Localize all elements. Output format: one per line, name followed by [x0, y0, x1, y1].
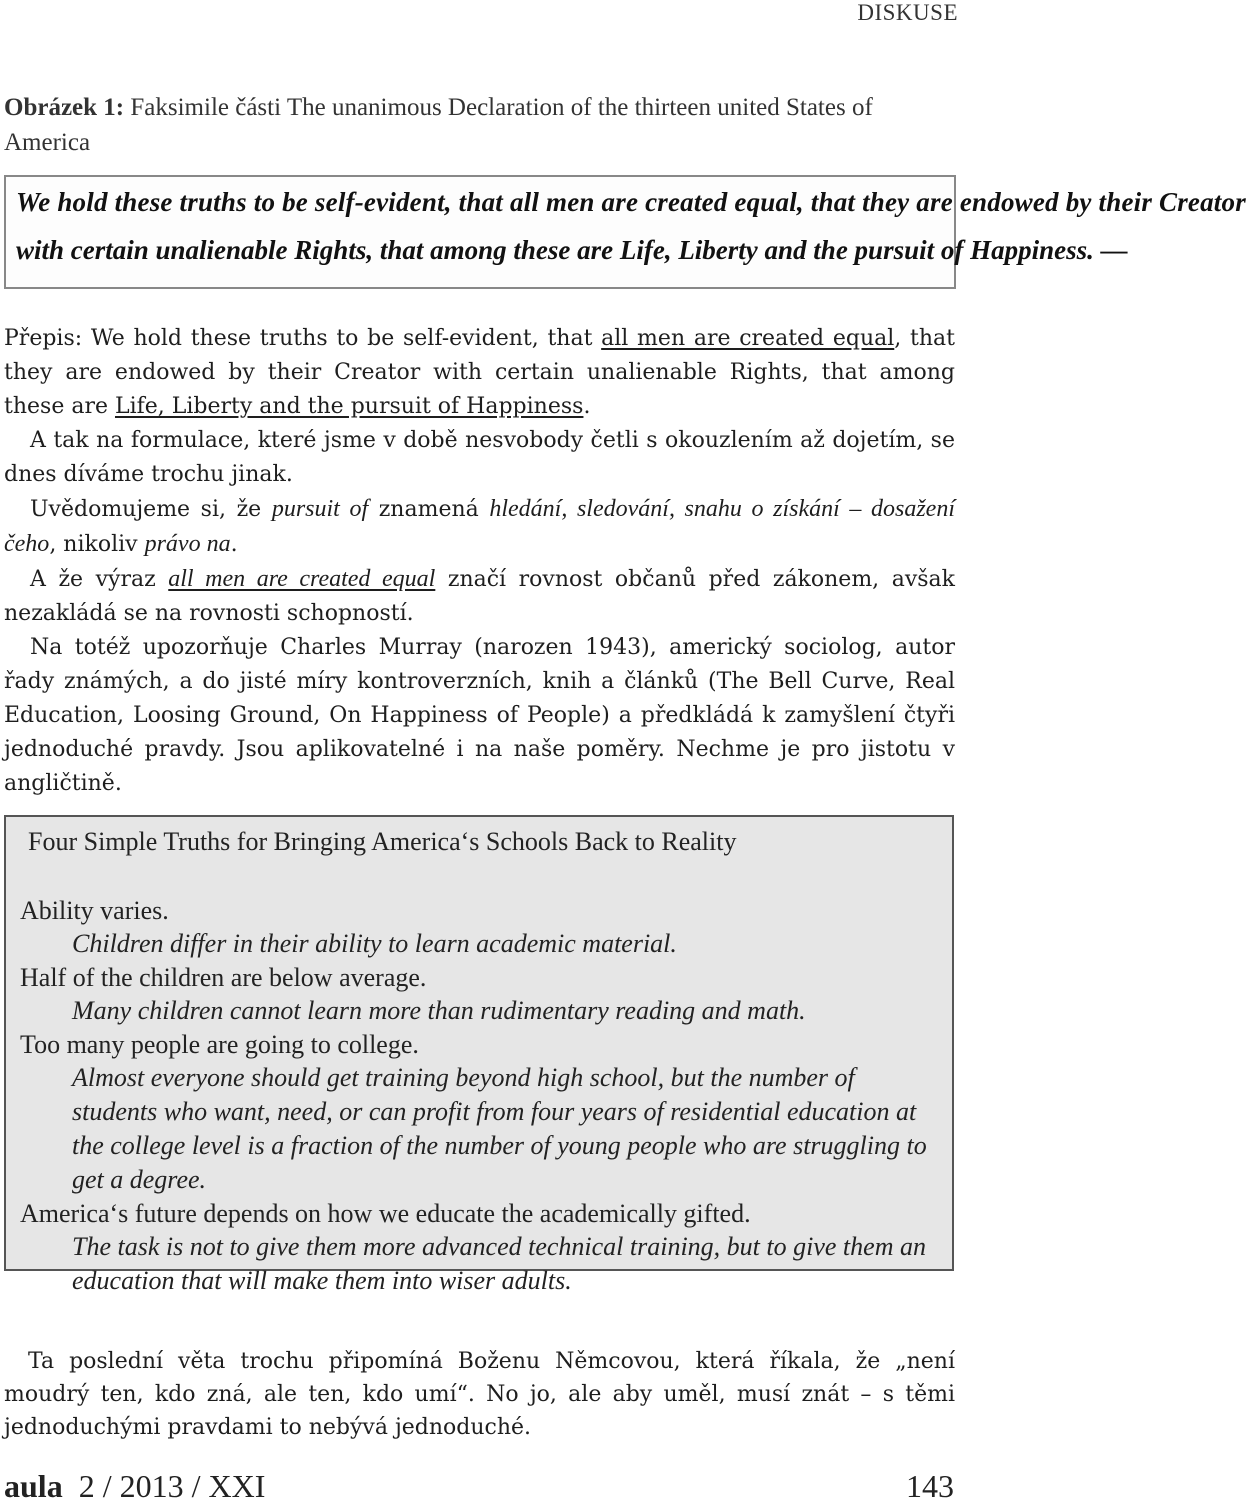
issue-number: 2 / 2013 / XXI — [78, 1468, 266, 1504]
underlined-phrase-equal: all men are created equal — [601, 326, 895, 351]
transcript-text: Přepis: We hold these truths to be self-evident, that — [4, 326, 602, 351]
transcript-text: . — [583, 394, 591, 419]
paragraph-text: A že výraz — [30, 567, 169, 592]
paragraph-formulations: A tak na formulace, které jsme v době nesvobody četli s okouzlením až dojetím, se dnes díváme trochu jinak. — [4, 428, 955, 487]
facsimile-handwriting-line-2: with certain unalienable Rights, that among these are Life, Liberty and the pursuit of Happiness. — — [16, 235, 1128, 265]
paragraph-charles-murray: Na totéž upozorňuje Charles Murray (narozen 1943), americký sociolog, autor řady známých, a do jisté míry kontroverzních, knih a článků (The Bell Curve, Real Education, Loosing Ground, On Happiness of People) a předkládá k zamyšlení čtyři jednoduché pravdy. Jsou aplikovatelné i na naše poměry. Nechme je pro jistotu v angličtině. — [4, 635, 955, 796]
truth-statement: Half of the children are below average. — [20, 963, 427, 992]
section-label: DISKUSE — [857, 0, 958, 25]
italic-term: hledání, sledování, snahu o získání – dosažení čeho — [4, 496, 955, 557]
figure-caption-text: Faksimile části The unanimous Declaration of the thirteen united States of America — [4, 94, 873, 156]
box-title: Four Simple Truths for Bringing America‘s Schools Back to Reality — [28, 827, 737, 856]
truth-detail: The task is not to give them more advanced technical training, but to give them an education that will make them into wiser adults. — [72, 1232, 926, 1295]
truth-detail: Almost everyone should get training beyond high school, but the number of students who want, need, or can profit from four years of residential education at the college level is a fraction of the number of young people who are struggling to get a degree. — [72, 1063, 927, 1194]
paragraph-created-equal — [4, 562, 955, 631]
figure-label: Obrázek 1: — [4, 94, 125, 121]
four-truths-box — [4, 815, 954, 1295]
truth-detail: Many children cannot learn more than rudimentary reading and math. — [72, 996, 806, 1025]
figure-caption — [4, 90, 954, 160]
truth-statement: America‘s future depends on how we educate the academically gifted. — [20, 1199, 751, 1228]
magazine-name: aula — [4, 1468, 63, 1504]
transcript-text: , that they are endowed by their Creator with certain unalienable Rights, that among these are — [4, 326, 955, 419]
truth-statement: Too many people are going to college. — [20, 1030, 419, 1059]
page-number: 143 — [906, 1468, 954, 1504]
facsimile-handwriting-line-1: We hold these truths to be self-evident, that all men are created equal, that they are endowed by their Creator — [16, 187, 1246, 217]
paragraph-text: značí rovnost občanů před zákonem, avšak nezakládá se na rovnosti schopností. — [4, 567, 956, 626]
transcript-paragraph — [4, 322, 955, 424]
paragraph-text: znamená — [368, 497, 490, 522]
italic-term: pursuit of — [271, 496, 369, 522]
footer-magazine — [4, 1468, 265, 1505]
truth-detail: Children differ in their ability to learn academic material. — [72, 929, 677, 958]
paragraph-text: . — [230, 532, 238, 557]
italic-underlined-phrase: all men are created equal — [168, 566, 436, 592]
paragraph-text: , nikoliv — [49, 532, 145, 557]
paragraph-text: Uvědomujeme si, že — [30, 497, 272, 522]
declaration-facsimile-image — [4, 175, 1246, 289]
paragraph-pursuit-of — [4, 492, 955, 562]
italic-term: právo na — [144, 531, 231, 557]
underlined-phrase-happiness: Life, Liberty and the pursuit of Happiness — [114, 394, 584, 419]
closing-paragraph: Ta poslední věta trochu připomíná Boženu Němcovou, která říkala, že „není moudrý ten, kdo zná, ale ten, kdo umí“. No jo, ale aby uměl, musí znát – s těmi jednoduchými pravdami to nebývá jednoduché. — [4, 1349, 955, 1440]
truth-statement: Ability varies. — [20, 896, 169, 925]
truths-list — [20, 894, 940, 1298]
article-body — [4, 322, 955, 801]
